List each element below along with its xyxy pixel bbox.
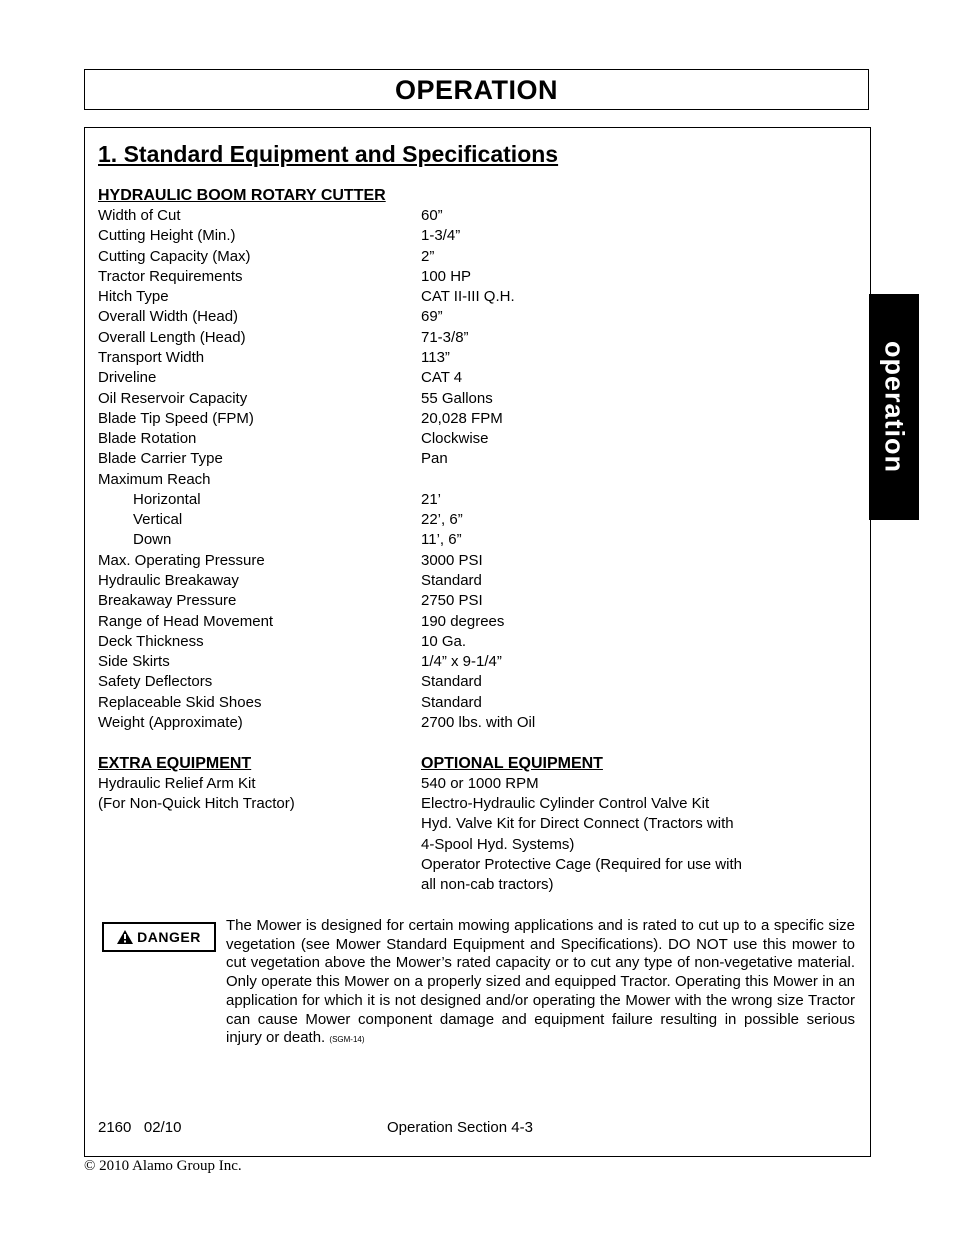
spec-label: Breakaway Pressure — [98, 592, 237, 609]
danger-message — [226, 917, 855, 1050]
extra-equipment-heading: EXTRA EQUIPMENT — [98, 755, 252, 772]
copyright: © 2010 Alamo Group Inc. — [84, 1158, 242, 1174]
spec-value: 190 degrees — [421, 613, 505, 630]
spec-label: Max. Operating Pressure — [98, 552, 265, 569]
spec-value: 10 Ga. — [421, 633, 467, 650]
danger-badge — [102, 922, 216, 952]
optional-equipment-line: Operator Protective Cage (Required for use with — [421, 856, 742, 873]
spec-label: Tractor Requirements — [98, 268, 243, 285]
spec-label: Maximum Reach — [98, 471, 211, 488]
side-tab-label: operation — [879, 340, 910, 474]
spec-label: Width of Cut — [98, 207, 181, 224]
spec-value: 3000 PSI — [421, 552, 483, 569]
spec-label: Safety Deflectors — [98, 673, 213, 690]
spec-label: Range of Head Movement — [98, 613, 274, 630]
spec-value: 113” — [421, 349, 450, 366]
warning-triangle-icon — [117, 930, 133, 944]
spec-value: Clockwise — [421, 430, 489, 447]
optional-equipment-heading: OPTIONAL EQUIPMENT — [421, 755, 603, 772]
spec-label: Cutting Capacity (Max) — [98, 248, 251, 265]
spec-label: Weight (Approximate) — [98, 714, 243, 731]
spec-label: Overall Width (Head) — [98, 308, 239, 325]
spec-value: Standard — [421, 572, 482, 589]
optional-equipment-line: Electro-Hydraulic Cylinder Control Valve Kit — [421, 795, 710, 812]
spec-label: Hitch Type — [98, 288, 169, 305]
spec-label: Deck Thickness — [98, 633, 204, 650]
spec-value: 21’ — [421, 491, 442, 508]
spec-label: Down — [133, 531, 172, 548]
spec-label: Vertical — [133, 511, 183, 528]
footer-model-date: 2160 02/10 — [98, 1119, 182, 1136]
spec-label: Oil Reservoir Capacity — [98, 390, 248, 407]
spec-value: 1-3/4” — [421, 227, 461, 244]
spec-label: Transport Width — [98, 349, 205, 366]
spec-label: Side Skirts — [98, 653, 170, 670]
spec-value: 11’, 6” — [421, 531, 462, 548]
spec-label: Driveline — [98, 369, 157, 386]
optional-equipment-line: all non-cab tractors) — [421, 876, 554, 893]
extra-equipment-line: (For Non-Quick Hitch Tractor) — [98, 795, 295, 812]
spec-value: Pan — [421, 450, 448, 467]
optional-equipment-line: 4-Spool Hyd. Systems) — [421, 836, 575, 853]
spec-label: Overall Length (Head) — [98, 329, 246, 346]
spec-value: 1/4” x 9-1/4” — [421, 653, 502, 670]
danger-message-text: The Mower is designed for certain mowing applications and is rated to cut up to a specific size vegetation (see Mower Standard Equipment and Specifications). DO NOT use this mower to cut vegetation above the Mower’s rated capacity or to cut any type of non-vegetative material. Only operate this Mower on a properly sized and equipped Tractor. Operating this Mower in an application for which it is not designed and/or operating the Mower with the wrong size Tractor can cause Mower component damage and equipment failure resulting in possible serious injury or death. — [226, 917, 855, 1047]
danger-label: DANGER — [137, 929, 201, 945]
spec-value: 71-3/8” — [421, 329, 469, 346]
danger-code: (SGM-14) — [329, 1035, 365, 1045]
spec-value: Standard — [421, 694, 482, 711]
spec-value: 2750 PSI — [421, 592, 483, 609]
side-section-tab — [869, 294, 919, 520]
spec-value: CAT II-III Q.H. — [421, 288, 515, 305]
spec-value: 100 HP — [421, 268, 472, 285]
spec-label: Blade Rotation — [98, 430, 197, 447]
spec-value: 22’, 6” — [421, 511, 463, 528]
spec-label: Cutting Height (Min.) — [98, 227, 236, 244]
spec-label: Hydraulic Breakaway — [98, 572, 239, 589]
footer-section: Operation Section 4-3 — [387, 1119, 533, 1136]
spec-value: 69” — [421, 308, 443, 325]
spec-value: Standard — [421, 673, 482, 690]
optional-equipment-line: Hyd. Valve Kit for Direct Connect (Tractors with — [421, 815, 734, 832]
spec-label: Replaceable Skid Shoes — [98, 694, 262, 711]
extra-equipment-line: Hydraulic Relief Arm Kit — [98, 775, 256, 792]
header-box — [84, 69, 869, 110]
spec-value: CAT 4 — [421, 369, 463, 386]
spec-label: Blade Carrier Type — [98, 450, 223, 467]
section-title: 1. Standard Equipment and Specifications — [98, 141, 559, 167]
spec-value: 2700 lbs. with Oil — [421, 714, 536, 731]
optional-equipment-line: 540 or 1000 RPM — [421, 775, 539, 792]
spec-value: 60” — [421, 207, 443, 224]
spec-label: Horizontal — [133, 491, 201, 508]
spec-value: 20,028 FPM — [421, 410, 503, 427]
spec-value: 2” — [421, 248, 435, 265]
page-header-title: OPERATION — [394, 75, 558, 105]
specs-heading: HYDRAULIC BOOM ROTARY CUTTER — [98, 187, 386, 204]
spec-label: Blade Tip Speed (FPM) — [98, 410, 254, 427]
spec-value: 55 Gallons — [421, 390, 493, 407]
